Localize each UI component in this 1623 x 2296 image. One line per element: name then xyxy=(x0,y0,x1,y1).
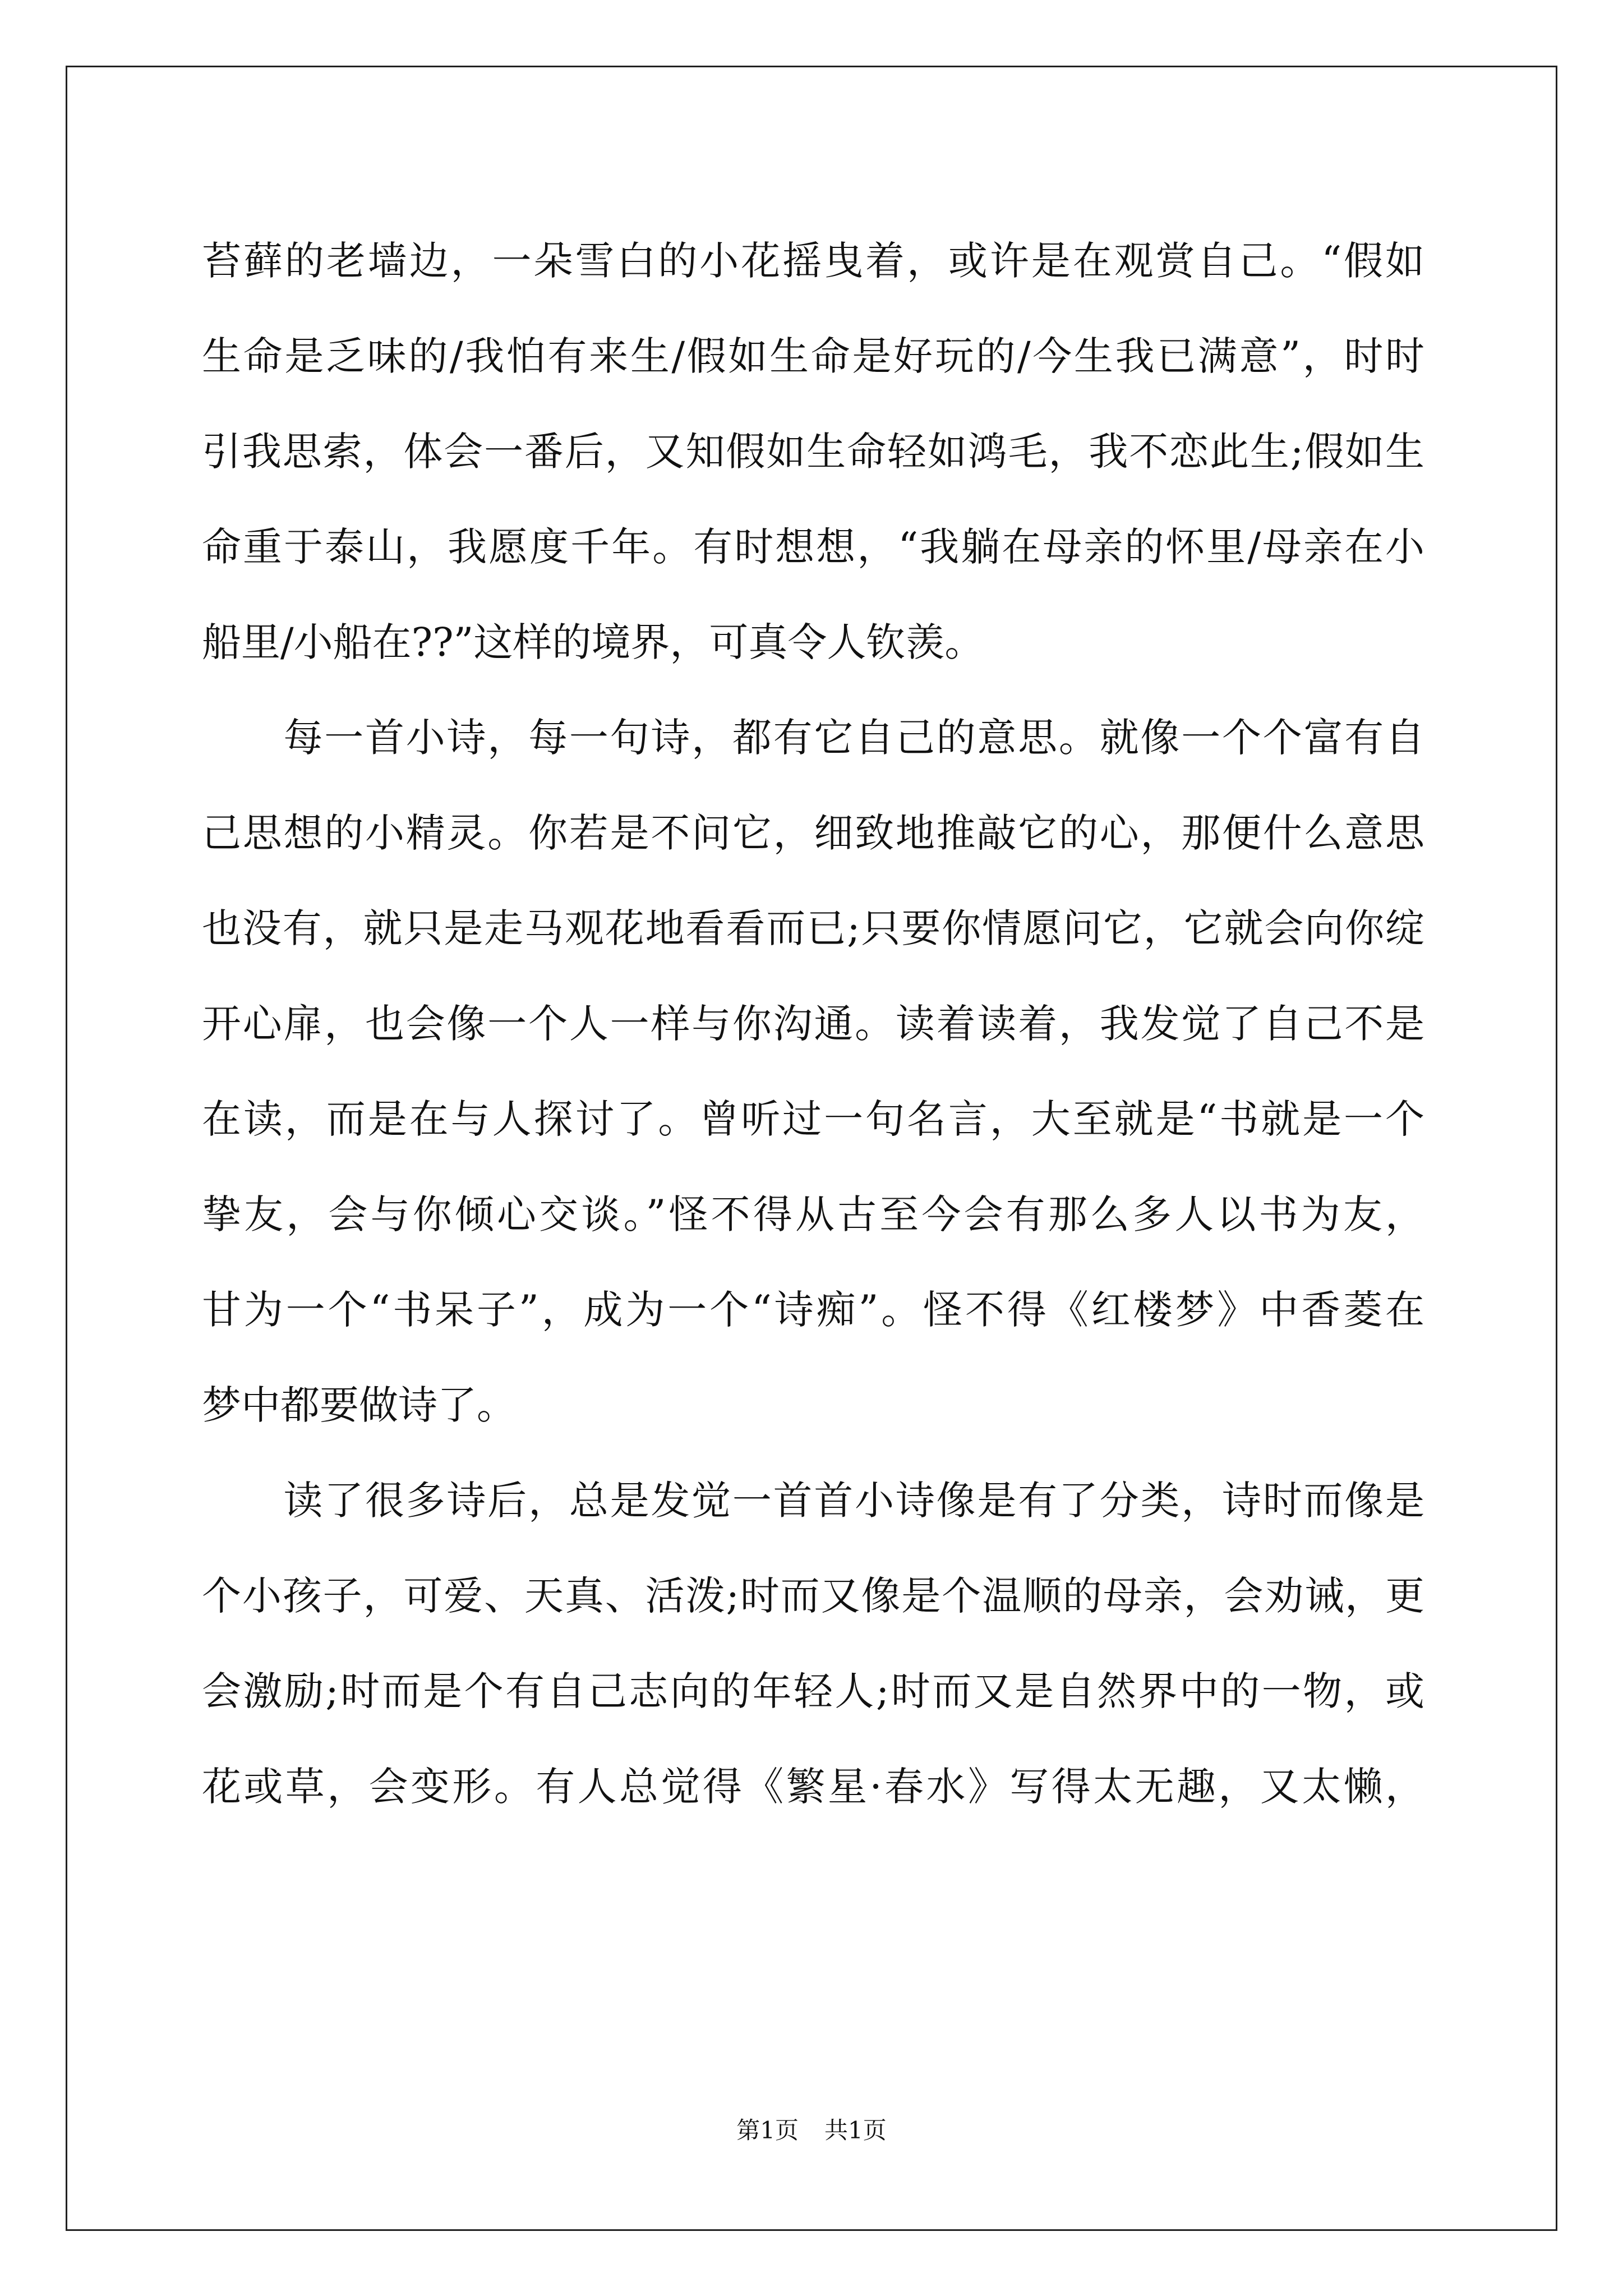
text-line: 生命是乏味的/我怕有来生/假如生命是好玩的/今生我已满意”，时时 xyxy=(202,333,1424,379)
paragraph-2 xyxy=(202,690,1424,1453)
text-line: 会激励;时而是个有自己志向的年轻人;时而又是自然界中的一物，或 xyxy=(202,1668,1424,1714)
page-footer xyxy=(0,2114,1623,2147)
text-line: 在读，而是在与人探讨了。曾听过一句名言，大至就是“书就是一个 xyxy=(202,1096,1424,1142)
paragraph-1 xyxy=(202,213,1424,690)
text-line: 命重于泰山，我愿度千年。有时想想，“我躺在母亲的怀里/母亲在小 xyxy=(202,524,1424,570)
text-line: 引我思索，体会一番后，又知假如生命轻如鸿毛，我不恋此生;假如生 xyxy=(202,429,1424,475)
text-line: 己思想的小精灵。你若是不问它，细致地推敲它的心，那便什么意思 xyxy=(202,810,1424,856)
document-body xyxy=(202,213,1424,1834)
paragraph-3 xyxy=(202,1453,1424,1834)
text-line: 也没有，就只是走马观花地看看而已;只要你情愿问它，它就会向你绽 xyxy=(202,905,1424,951)
text-line: 船里/小船在??”这样的境界，可真令人钦羡。 xyxy=(202,619,984,665)
text-line: 开心扉，也会像一个人一样与你沟通。读着读着，我发觉了自己不是 xyxy=(202,1001,1424,1047)
text-line: 梦中都要做诗了。 xyxy=(202,1382,516,1428)
text-line: 个小孩子，可爱、天真、活泼;时而又像是个温顺的母亲，会劝诫，更 xyxy=(202,1573,1424,1619)
text-line: 甘为一个“书呆子”，成为一个“诗痴”。怪不得《红楼梦》中香菱在 xyxy=(202,1287,1424,1333)
text-line: 每一首小诗，每一句诗，都有它自己的意思。就像一个个富有自 xyxy=(202,715,1424,761)
page-number-current: 第1页 xyxy=(736,2116,799,2144)
text-line: 挚友，会与你倾心交谈。”怪不得从古至今会有那么多人以书为友， xyxy=(202,1191,1424,1237)
text-line: 苔藓的老墙边，一朵雪白的小花摇曳着，或许是在观赏自己。“假如 xyxy=(202,238,1424,284)
page-number-total: 共1页 xyxy=(824,2116,887,2144)
text-line: 读了很多诗后，总是发觉一首首小诗像是有了分类，诗时而像是 xyxy=(202,1478,1424,1524)
text-line: 花或草，会变形。有人总觉得《繁星·春水》写得太无趣，又太懒， xyxy=(202,1764,1424,1810)
